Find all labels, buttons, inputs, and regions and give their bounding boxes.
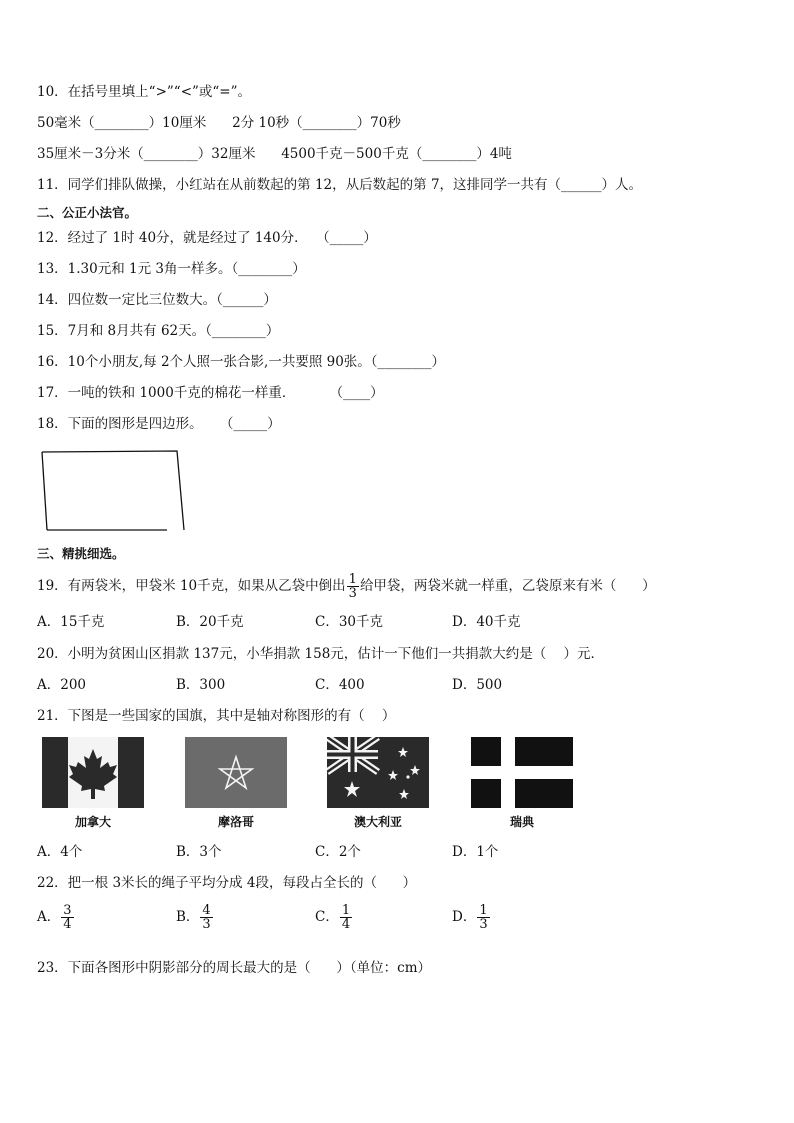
flag-caption-canada: 加拿大 <box>74 815 111 829</box>
fraction-numerator: 3 <box>63 903 72 918</box>
morocco-flag-icon <box>185 737 287 808</box>
australia-flag-icon <box>327 737 429 808</box>
q21-option-c: C．2个 <box>315 844 361 860</box>
question-16: 16．10个小朋友,每 2个人照一张合影,一共要照 90张。（________） <box>37 354 446 370</box>
question-20: 20．小明为贫困山区捐款 137元，小华捐款 158元，估计一下他们一共捐款大约是（ ）元． <box>37 646 604 662</box>
question-19-text-start: 19．有两袋米，甲袋米 10千克，如果从乙袋中倒出 <box>37 578 346 594</box>
flag-caption-sweden: 瑞典 <box>509 815 534 829</box>
section-3-heading: 三、精挑细选。 <box>37 546 125 561</box>
q20-option-c: C．400 <box>315 677 365 693</box>
question-11: 11．同学们排队做操，小红站在从前数起的第 12，从后数起的第 7，这排同学一共有（______）人。 <box>37 177 643 193</box>
q19-option-c: C．30千克 <box>315 614 384 630</box>
fraction-denominator: 4 <box>63 917 72 932</box>
fraction-numerator: 1 <box>479 903 488 918</box>
option-fraction <box>61 904 73 931</box>
q19-option-b: B．20千克 <box>176 614 244 630</box>
question-23: 23．下面各图形中阴影部分的周长最大的是（ ）（单位：cm） <box>37 960 432 976</box>
question-19-text-end: 给甲袋，两袋米就一样重，乙袋原来有米（ ） <box>359 578 656 594</box>
q19-option-d: D．40千克 <box>452 614 521 630</box>
fraction-denominator: 3 <box>479 917 488 932</box>
question-21: 21．下图是一些国家的国旗，其中是轴对称图形的有（ ） <box>37 708 396 724</box>
fraction-denominator: 4 <box>341 917 351 932</box>
question-19-fraction <box>347 573 359 600</box>
question-10: 10．在括号里填上“>”“<”或“=”。 <box>37 84 252 100</box>
q19-option-a: A．15千克 <box>37 614 105 630</box>
option-fraction <box>477 904 489 931</box>
sweden-flag-icon <box>471 737 573 808</box>
fraction-denominator: 3 <box>348 586 357 601</box>
fraction-numerator: 4 <box>202 903 211 918</box>
option-label: D． <box>452 909 477 925</box>
option-label: A． <box>37 909 61 925</box>
fraction-numerator: 1 <box>341 903 351 918</box>
q22-option-a <box>37 900 75 934</box>
q21-option-a: A．4个 <box>37 844 83 860</box>
fraction-numerator: 1 <box>348 572 357 587</box>
canada-flag-icon <box>42 737 144 808</box>
q20-option-a: A．200 <box>37 677 87 693</box>
question-15: 15．7月和 8月共有 62天。（________） <box>37 323 280 339</box>
question-10-row-2: 35厘米－3分米（________）32厘米 4500千克－500千克（________）4吨 <box>37 146 512 162</box>
fraction-denominator: 3 <box>202 917 211 932</box>
option-fraction <box>200 904 212 931</box>
q20-option-b: B．300 <box>176 677 226 693</box>
q20-option-d: D．500 <box>452 677 503 693</box>
q21-option-b: B．3个 <box>176 844 222 860</box>
section-2-heading: 二、公正小法官。 <box>37 205 138 220</box>
question-19 <box>37 572 656 600</box>
q22-option-b <box>176 900 214 934</box>
flag-caption-morocco: 摩洛哥 <box>217 815 254 829</box>
option-label: B． <box>176 909 200 925</box>
q22-option-d <box>452 900 491 934</box>
question-22: 22．把一根 3米长的绳子平均分成 4段，每段占全长的（ ） <box>37 875 417 891</box>
quadrilateral-figure <box>36 446 191 536</box>
question-13: 13．1.30元和 1元 3角一样多。（________） <box>37 261 306 277</box>
q22-option-c <box>315 900 353 934</box>
flag-caption-australia: 澳大利亚 <box>353 815 402 829</box>
question-10-row-1: 50毫米（________）10厘米 2分 10秒（________）70秒 <box>37 115 401 131</box>
question-17: 17．一吨的铁和 1000千克的棉花一样重． （____） <box>37 385 384 401</box>
question-12: 12．经过了 1时 40分，就是经过了 140分． （_____） <box>37 230 377 246</box>
option-fraction <box>340 904 352 931</box>
question-14: 14．四位数一定比三位数大。（______） <box>37 292 277 308</box>
question-18: 18．下面的图形是四边形。 （_____） <box>37 416 281 432</box>
option-label: C． <box>315 909 339 925</box>
q21-option-d: D．1个 <box>452 844 499 860</box>
